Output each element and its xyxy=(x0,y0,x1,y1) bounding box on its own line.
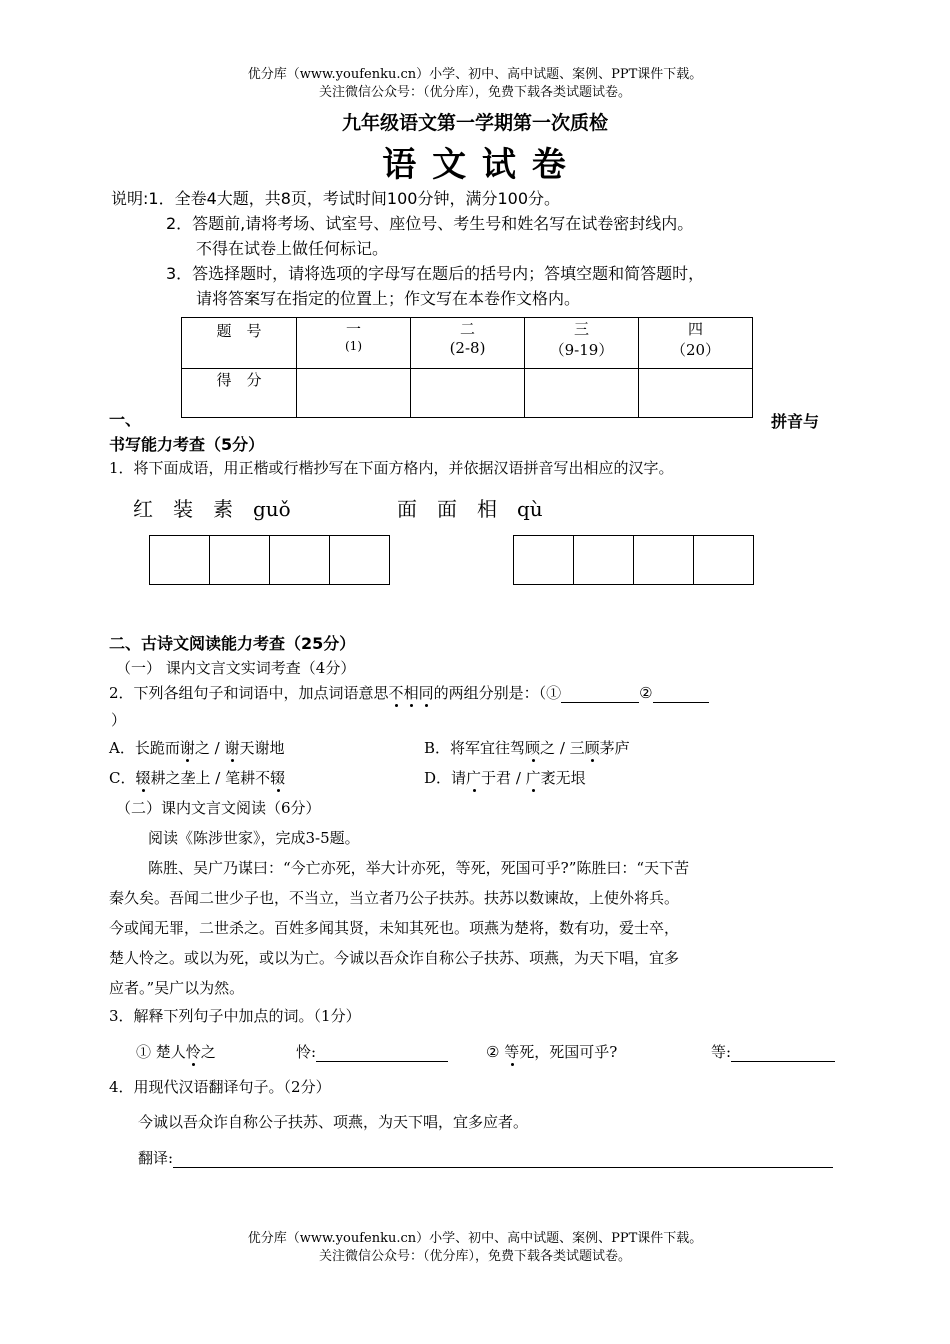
q4-sentence: 今诚以吾众诈自称公子扶苏、项燕，为天下唱，宜多应者。 xyxy=(138,1113,529,1131)
option-c xyxy=(109,767,285,788)
q3-blank-1[interactable] xyxy=(316,1061,448,1062)
q3-answer-1 xyxy=(296,1041,448,1062)
opt-b-text: B．将军宜往驾 xyxy=(424,739,526,757)
question-1: 1．将下面成语，用正楷或行楷抄写在下面方格内，并依据汉语拼音写出相应的汉字。 xyxy=(109,459,674,477)
score-cell-2[interactable] xyxy=(411,369,525,418)
opt-b-dot-2: 顾 xyxy=(584,739,600,757)
option-a xyxy=(109,737,284,758)
section-1-prefix: 一、 xyxy=(109,410,142,429)
q3-label-2: 等: xyxy=(711,1043,732,1061)
row-label-score: 得 分 xyxy=(216,371,262,389)
q2-close-paren: ） xyxy=(111,711,127,729)
instruction-3b: 请将答案写在指定的位置上；作文写在本卷作文格内。 xyxy=(196,289,581,308)
header-line-2: 关注微信公众号：（优分库），免费下载各类试题试卷。 xyxy=(318,85,631,100)
exam-title: 语 文 试 卷 xyxy=(382,145,568,185)
grid-cell[interactable] xyxy=(513,535,574,585)
col-3-num: 三 xyxy=(573,320,589,338)
q2-dotted-2: 相 xyxy=(403,684,419,702)
instruction-3: 3．答选择题时，请将选项的字母写在题后的括号内；答填空题和简答题时， xyxy=(166,264,705,283)
opt-d-text: D．请 xyxy=(424,769,467,787)
section-2-title: 二、古诗文阅读能力考查（25分） xyxy=(109,634,356,653)
q3-blank-2[interactable] xyxy=(731,1061,835,1062)
grid-cell[interactable] xyxy=(269,535,330,585)
q2-text-b: 的两组分别是：（① xyxy=(433,684,562,702)
part-2-title: （二）课内文言文阅读（6分） xyxy=(116,799,321,817)
opt-b-text-b: 之 / 三 xyxy=(540,739,585,757)
opt-d-dot-1: 广 xyxy=(466,769,482,787)
question-3: 3．解释下列句子中加点的词。（1分） xyxy=(109,1007,361,1025)
q3-item-1-dot: 怜 xyxy=(185,1043,201,1061)
grid-cell[interactable] xyxy=(633,535,694,585)
col-4-range: （20） xyxy=(670,341,721,359)
col-1-num: 一 xyxy=(345,320,361,338)
score-table-header-row xyxy=(182,318,753,369)
writing-grid-1[interactable] xyxy=(150,535,390,585)
q3-item-1-text: ① 楚人 xyxy=(136,1043,186,1061)
part-1-title: （一） 课内文言文实词考查（4分） xyxy=(116,659,356,677)
opt-b-dot-1: 顾 xyxy=(525,739,541,757)
score-cell-3[interactable] xyxy=(525,369,639,418)
idiom-1: 红 装 素 guǒ xyxy=(133,497,291,521)
q2-text-c: ② xyxy=(639,684,653,702)
question-2 xyxy=(109,682,709,703)
footer-line-2: 关注微信公众号：（优分库），免费下载各类试题试卷。 xyxy=(318,1249,631,1264)
opt-c-dot-2: 辍 xyxy=(270,769,286,787)
opt-d-text-c: 袤无垠 xyxy=(540,769,586,787)
col-1-range: (1) xyxy=(345,339,362,353)
instruction-1: 说明:1．全卷4大题，共8页，考试时间100分钟，满分100分。 xyxy=(111,189,561,208)
row-label-number: 题 号 xyxy=(216,322,262,340)
grid-cell[interactable] xyxy=(693,535,754,585)
col-3-range: （9-19） xyxy=(549,341,614,359)
passage-line-3: 今或闻无罪，二世杀之。百姓多闻其贤，未知其死也。项燕为楚将，数有功，爱士卒， xyxy=(109,919,680,937)
opt-a-text-c: 天谢地 xyxy=(239,739,285,757)
grid-cell[interactable] xyxy=(209,535,270,585)
writing-grid-2[interactable] xyxy=(514,535,754,585)
option-b xyxy=(424,737,630,758)
opt-c-text-b: 耕之垄上 / 笔耕不 xyxy=(150,769,271,787)
instruction-2b: 不得在试卷上做任何标记。 xyxy=(196,239,389,258)
col-2-num: 二 xyxy=(459,320,475,338)
instruction-2: 2．答题前,请将考场、试室号、座位号、考生号和姓名写在试卷密封线内。 xyxy=(166,214,694,233)
passage-line-2: 秦久矣。吾闻二世少子也，不当立，当立者乃公子扶苏。扶苏以数谏故，上使外将兵。 xyxy=(109,889,680,907)
grid-cell[interactable] xyxy=(149,535,210,585)
col-2-range: (2-8) xyxy=(449,339,486,357)
q3-item-2 xyxy=(486,1041,617,1062)
score-cell-1[interactable] xyxy=(297,369,411,418)
passage-line-1: 陈胜、吴广乃谋曰：“今亡亦死，举大计亦死，等死，死国可乎?”陈胜曰：“天下苦 xyxy=(148,859,690,877)
section-1-suffix: 拼音与 xyxy=(771,412,820,431)
q3-item-2-text: ② xyxy=(486,1043,505,1061)
answer-blank-1[interactable] xyxy=(561,702,639,703)
q3-answer-2 xyxy=(711,1041,835,1062)
option-d xyxy=(424,767,586,788)
q3-label-1: 怜: xyxy=(296,1043,317,1061)
opt-d-dot-2: 广 xyxy=(525,769,541,787)
opt-a-dot-1: 谢 xyxy=(179,739,195,757)
q2-text-a: 2．下列各组句子和词语中，加点词语意思 xyxy=(109,684,389,702)
opt-c-dot-1: 辍 xyxy=(135,769,151,787)
section-1-title: 书写能力考查（5分） xyxy=(109,435,265,454)
q4-label: 翻译: xyxy=(138,1149,174,1167)
passage-line-4: 楚人怜之。或以为死，或以为亡。今诚以吾众诈自称公子扶苏、项燕，为天下唱，宜多 xyxy=(109,949,680,967)
q2-dotted-3: 同 xyxy=(418,684,434,702)
exam-subtitle: 九年级语文第一学期第一次质检 xyxy=(341,112,608,134)
footer-line-1: 优分库（www.youfenku.cn）小学、初中、高中试题、案例、PPT课件下载。 xyxy=(247,1231,703,1246)
q3-item-2-end: 死，死国可乎? xyxy=(519,1043,618,1061)
opt-a-text-b: 之 / xyxy=(194,739,225,757)
opt-c-text: C． xyxy=(109,769,136,787)
answer-blank-2[interactable] xyxy=(653,702,709,703)
grid-cell[interactable] xyxy=(573,535,634,585)
q4-translation-blank[interactable] xyxy=(173,1167,833,1168)
idiom-2: 面 面 相 qù xyxy=(397,497,543,521)
reading-intro: 阅读《陈涉世家》，完成3-5题。 xyxy=(148,829,360,847)
opt-a-dot-2: 谢 xyxy=(224,739,240,757)
q3-item-2-dot: 等 xyxy=(504,1043,520,1061)
passage-line-5: 应者。”吴广以为然。 xyxy=(109,979,245,997)
question-4: 4．用现代汉语翻译句子。（2分） xyxy=(109,1078,331,1096)
col-4-num: 四 xyxy=(687,320,703,338)
score-table xyxy=(181,317,753,418)
q3-item-1 xyxy=(136,1041,216,1062)
q4-answer xyxy=(138,1147,833,1168)
opt-a-text: A．长跪而 xyxy=(109,739,180,757)
q2-dotted-1: 不 xyxy=(388,684,404,702)
opt-b-text-c: 茅庐 xyxy=(599,739,630,757)
opt-d-text-b: 于君 / xyxy=(481,769,526,787)
q3-item-1-end: 之 xyxy=(200,1043,216,1061)
grid-cell[interactable] xyxy=(329,535,390,585)
header-line-1: 优分库（www.youfenku.cn）小学、初中、高中试题、案例、PPT课件下载。 xyxy=(247,67,703,82)
score-table-score-row xyxy=(182,369,753,418)
score-cell-4[interactable] xyxy=(639,369,753,418)
